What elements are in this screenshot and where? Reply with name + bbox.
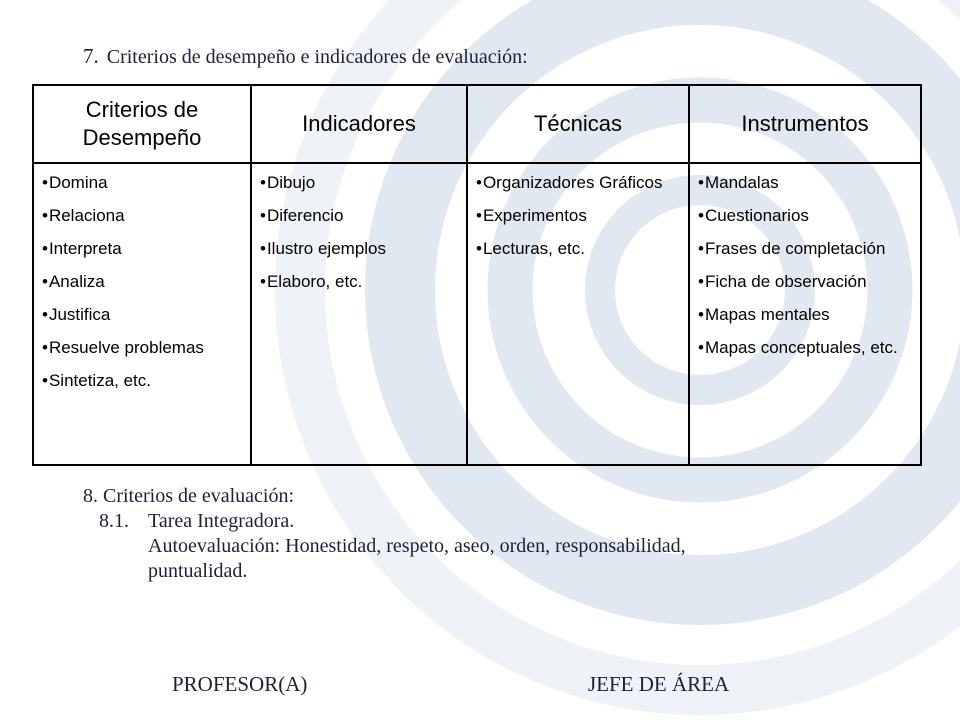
criterios-list xyxy=(42,172,244,392)
list-item: • Ficha de observación xyxy=(698,271,914,293)
autoevaluacion-text: Autoevaluación: Honestidad, respeto, aseo, orden, responsabilidad, xyxy=(148,535,686,557)
instrumentos-cell xyxy=(689,163,921,465)
section-8-title: Criterios de evaluación: xyxy=(103,485,295,507)
evaluation-criteria-table xyxy=(32,84,922,466)
list-item: • Resuelve problemas xyxy=(42,337,244,359)
table-body-row xyxy=(33,163,921,465)
subsection-8-1 xyxy=(83,509,294,534)
list-item: • Frases de completación xyxy=(698,238,914,260)
list-item: • Justifica xyxy=(42,304,244,326)
header-criterios-desempeno: Criterios de Desempeño xyxy=(33,85,251,163)
autoevaluacion-text-continued: puntualidad. xyxy=(148,560,248,582)
section-7-number: 7. xyxy=(83,44,99,68)
section-7-heading xyxy=(83,44,528,69)
autoevaluacion-line xyxy=(83,534,686,559)
section-8-heading xyxy=(83,484,294,509)
section-8-number: 8. xyxy=(83,485,98,507)
list-item: • Interpreta xyxy=(42,238,244,260)
autoevaluacion-line-continued xyxy=(83,559,294,584)
list-item: • Experimentos xyxy=(476,205,682,227)
footer-profesor: PROFESOR(A) xyxy=(172,672,308,696)
list-item: • Analiza xyxy=(42,271,244,293)
list-item: • Relaciona xyxy=(42,205,244,227)
section-7-title: Criterios de desempeño e indicadores de evaluación: xyxy=(106,46,528,68)
header-indicadores: Indicadores xyxy=(251,85,467,163)
list-item: • Ilustro ejemplos xyxy=(260,238,460,260)
list-item: • Sintetiza, etc. xyxy=(42,370,244,392)
header-instrumentos: Instrumentos xyxy=(689,85,921,163)
list-item: • Mapas conceptuales, etc. xyxy=(698,337,914,359)
indicadores-list xyxy=(260,172,460,293)
subsection-8-1-title: Tarea Integradora. xyxy=(148,510,295,532)
header-tecnicas: Técnicas xyxy=(467,85,689,163)
list-item: • Elaboro, etc. xyxy=(260,271,460,293)
list-item: • Mapas mentales xyxy=(698,304,914,326)
section-8 xyxy=(83,484,686,584)
list-item: • Lecturas, etc. xyxy=(476,238,682,260)
tecnicas-list xyxy=(476,172,682,260)
list-item: • Dibujo xyxy=(260,172,460,194)
list-item: • Organizadores Gráficos xyxy=(476,172,682,194)
tecnicas-cell xyxy=(467,163,689,465)
instrumentos-list xyxy=(698,172,914,359)
footer-jefe-area: JEFE DE ÁREA xyxy=(588,672,730,696)
indicadores-cell xyxy=(251,163,467,465)
table-header-row xyxy=(33,85,921,163)
subsection-8-1-number: 8.1. xyxy=(99,510,129,532)
criterios-cell xyxy=(33,163,251,465)
list-item: • Cuestionarios xyxy=(698,205,914,227)
list-item: • Mandalas xyxy=(698,172,914,194)
list-item: • Diferencio xyxy=(260,205,460,227)
list-item: • Domina xyxy=(42,172,244,194)
